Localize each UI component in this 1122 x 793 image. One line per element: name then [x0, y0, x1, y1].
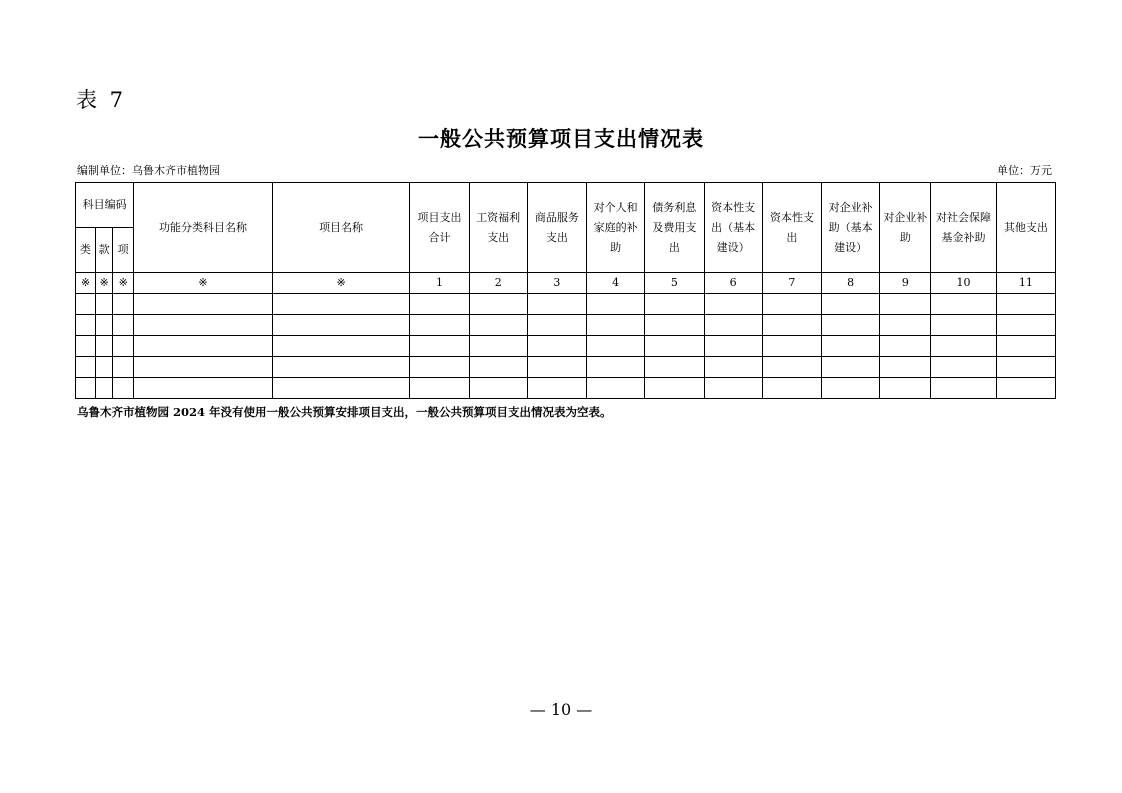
header-col-social-security: 对社会保障基金补助: [931, 183, 996, 273]
header-func-name: 功能分类科目名称: [134, 183, 273, 273]
header-col-capital: 资本性支出: [762, 183, 821, 273]
empty-row: [76, 336, 1056, 357]
cell-num: 6: [704, 273, 762, 294]
table-row: [76, 273, 1056, 294]
footnote: 乌鲁木齐市植物园 2024 年没有使用一般公共预算安排项目支出，一般公共预算项目支出情况表为空表。: [77, 405, 612, 419]
table-label: 表 7: [76, 88, 127, 112]
currency-unit: 单位：万元: [997, 164, 1052, 177]
header-col-enterprise: 对企业补助: [880, 183, 931, 273]
cell-num: 8: [821, 273, 879, 294]
header-project-name: 项目名称: [272, 183, 410, 273]
header-col-capital-construction: 资本性支出（基本建设）: [704, 183, 762, 273]
cell-kuan: ※: [96, 273, 113, 294]
cell-num: 11: [996, 273, 1055, 294]
header-col-debt: 债务利息及费用支出: [645, 183, 704, 273]
budget-table: [75, 182, 1056, 399]
compiling-unit: 编制单位：乌鲁木齐市植物园: [77, 164, 220, 177]
empty-row: [76, 357, 1056, 378]
header-code-group: 科目编码: [76, 183, 134, 228]
cell-num: 5: [645, 273, 704, 294]
header-col-enterprise-construction: 对企业补助（基本建设）: [821, 183, 879, 273]
header-col-wages: 工资福利支出: [469, 183, 527, 273]
cell-num: 4: [587, 273, 645, 294]
cell-num: 1: [410, 273, 469, 294]
header-lei: 类: [76, 228, 96, 273]
page-number: — 10 —: [529, 700, 593, 719]
header-col-other: 其他支出: [996, 183, 1055, 273]
cell-project: ※: [272, 273, 410, 294]
cell-num: 3: [527, 273, 586, 294]
cell-xiang: ※: [113, 273, 134, 294]
header-kuan: 款: [96, 228, 113, 273]
cell-lei: ※: [76, 273, 96, 294]
cell-func: ※: [134, 273, 273, 294]
empty-row: [76, 315, 1056, 336]
page-title: 一般公共预算项目支出情况表: [418, 126, 704, 151]
empty-row: [76, 294, 1056, 315]
cell-num: 7: [762, 273, 821, 294]
header-row: [76, 183, 1056, 228]
empty-row: [76, 378, 1056, 399]
header-col-personal: 对个人和家庭的补助: [587, 183, 645, 273]
cell-num: 9: [880, 273, 931, 294]
header-col-total: 项目支出合计: [410, 183, 469, 273]
cell-num: 2: [469, 273, 527, 294]
cell-num: 10: [931, 273, 996, 294]
header-col-goods: 商品服务支出: [527, 183, 586, 273]
header-xiang: 项: [113, 228, 134, 273]
